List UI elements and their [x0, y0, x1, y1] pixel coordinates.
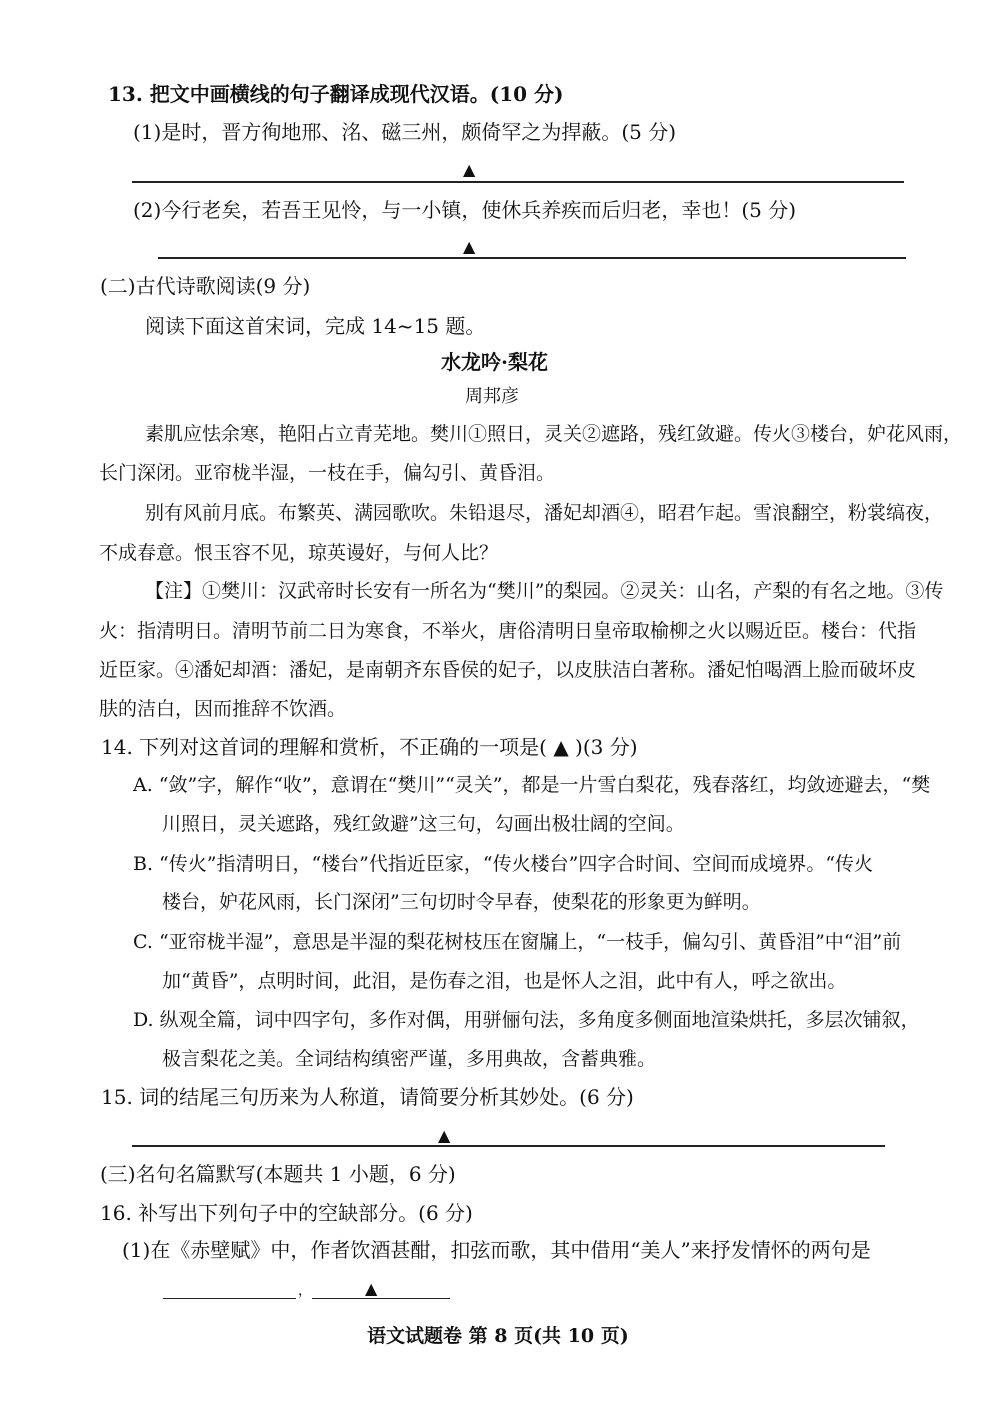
option-a-cont: 川照日，灵关遮路，残红敛避”这三句，勾画出极壮阔的空间。	[162, 813, 685, 835]
poem-line: 长门深闭。亚帘栊半湿，一枝在手，偏勾引、黄昏泪。	[99, 462, 556, 484]
question-13-title: 13. 把文中画横线的句子翻译成现代汉语。(10 分)	[108, 82, 564, 106]
option-c-cont: 加“黄昏”，点明时间，此泪，是伤春之泪，也是怀人之泪，此中有人，呼之欲出。	[162, 970, 847, 992]
note-line: 【注】①樊川：汉武帝时长安有一所名为“樊川”的梨园。②灵关：山名，产梨的有名之地。③传	[145, 580, 944, 602]
answer-line	[158, 257, 906, 259]
poem-author: 周邦彦	[465, 386, 519, 407]
question-14-stem: 14. 下列对这首词的理解和赏析，不正确的一项是( ▲ )(3 分)	[101, 735, 638, 759]
section-3-title: (三)名句名篇默写(本题共 1 小题，6 分)	[100, 1162, 456, 1186]
poem-line: 不成春意。恨玉容不见，琼英谩好，与何人比？	[99, 542, 499, 564]
note-line: 近臣家。④潘妃却酒：潘妃，是南朝齐东昏侯的妃子，以皮肤洁白著称。潘妃怕喝酒上脸而破坏皮	[99, 659, 917, 681]
option-b: B. “传火”指清明日，“楼台”代指近臣家，“传火楼台”四字合时间、空间而成境界。“传火	[133, 853, 874, 875]
poem-line: 素肌应怯余寒，艳阳占立青芜地。樊川①照日，灵关②遮路，残红敛避。传火③楼台，妒花风雨，	[145, 423, 963, 445]
section-2-title: (二)古代诗歌阅读(9 分)	[100, 274, 311, 298]
answer-line	[132, 1145, 885, 1147]
blank-separator: ，	[298, 1283, 312, 1299]
option-d: D. 纵观全篇，词中四字句，多作对偶，用骈俪句法，多角度多侧面地渲染烘托，多层次铺叙，	[133, 1009, 920, 1031]
fill-blank[interactable]	[163, 1298, 296, 1299]
option-d-cont: 极言梨花之美。全词结构缜密严谨，多用典故，含蓄典雅。	[162, 1048, 657, 1070]
answer-mark: ▲	[463, 160, 476, 179]
fill-blank[interactable]	[312, 1298, 450, 1299]
section-2-intro: 阅读下面这首宋词，完成 14~15 题。	[145, 314, 486, 338]
option-a: A. “敛”字，解作“收”，意谓在“樊川”“灵关”，都是一片雪白梨花，残春落红，均敛迹避去，“樊	[133, 774, 931, 796]
question-16-stem: 16. 补写出下列句子中的空缺部分。(6 分)	[100, 1201, 473, 1225]
answer-mark: ▲	[438, 1126, 451, 1145]
answer-line	[132, 181, 904, 183]
note-line: 肤的洁白，因而推辞不饮酒。	[99, 698, 347, 720]
question-16-item-1: (1)在《赤壁赋》中，作者饮酒甚酣，扣弦而歌，其中借用“美人”来抒发情怀的两句是	[122, 1238, 871, 1262]
option-c: C. “亚帘栊半湿”，意思是半湿的梨花树枝压在窗牖上，“一枝手，偏勾引、黄昏泪”中“泪”前	[133, 931, 902, 953]
page-footer: 语文试题卷 第 8 页(共 10 页)	[367, 1325, 629, 1347]
answer-mark: ▲	[365, 1279, 378, 1298]
poem-line: 别有风前月底。布繁英、满园歌吹。朱铅退尽，潘妃却酒④，昭君乍起。雪浪翻空，粉裳缟夜，	[145, 502, 944, 524]
note-line: 火：指清明日。清明节前二日为寒食，不举火，唐俗清明日皇帝取榆柳之火以赐近臣。楼台：代指	[99, 620, 917, 642]
option-b-cont: 楼台，妒花风雨，长门深闭”三句切时令早春，使梨花的形象更为鲜明。	[162, 891, 761, 913]
question-13-item-2: (2)今行老矣，若吾王见怜，与一小镇，使休兵养疾而后归老，幸也！(5 分)	[133, 198, 797, 222]
answer-mark: ▲	[463, 237, 476, 256]
question-13-item-1: (1)是时，晋方徇地邢、洺、磁三州，颇倚罕之为捍蔽。(5 分)	[133, 120, 677, 144]
poem-title: 水龙吟·梨花	[441, 350, 548, 374]
question-15-stem: 15. 词的结尾三句历来为人称道，请简要分析其妙处。(6 分)	[101, 1085, 634, 1109]
